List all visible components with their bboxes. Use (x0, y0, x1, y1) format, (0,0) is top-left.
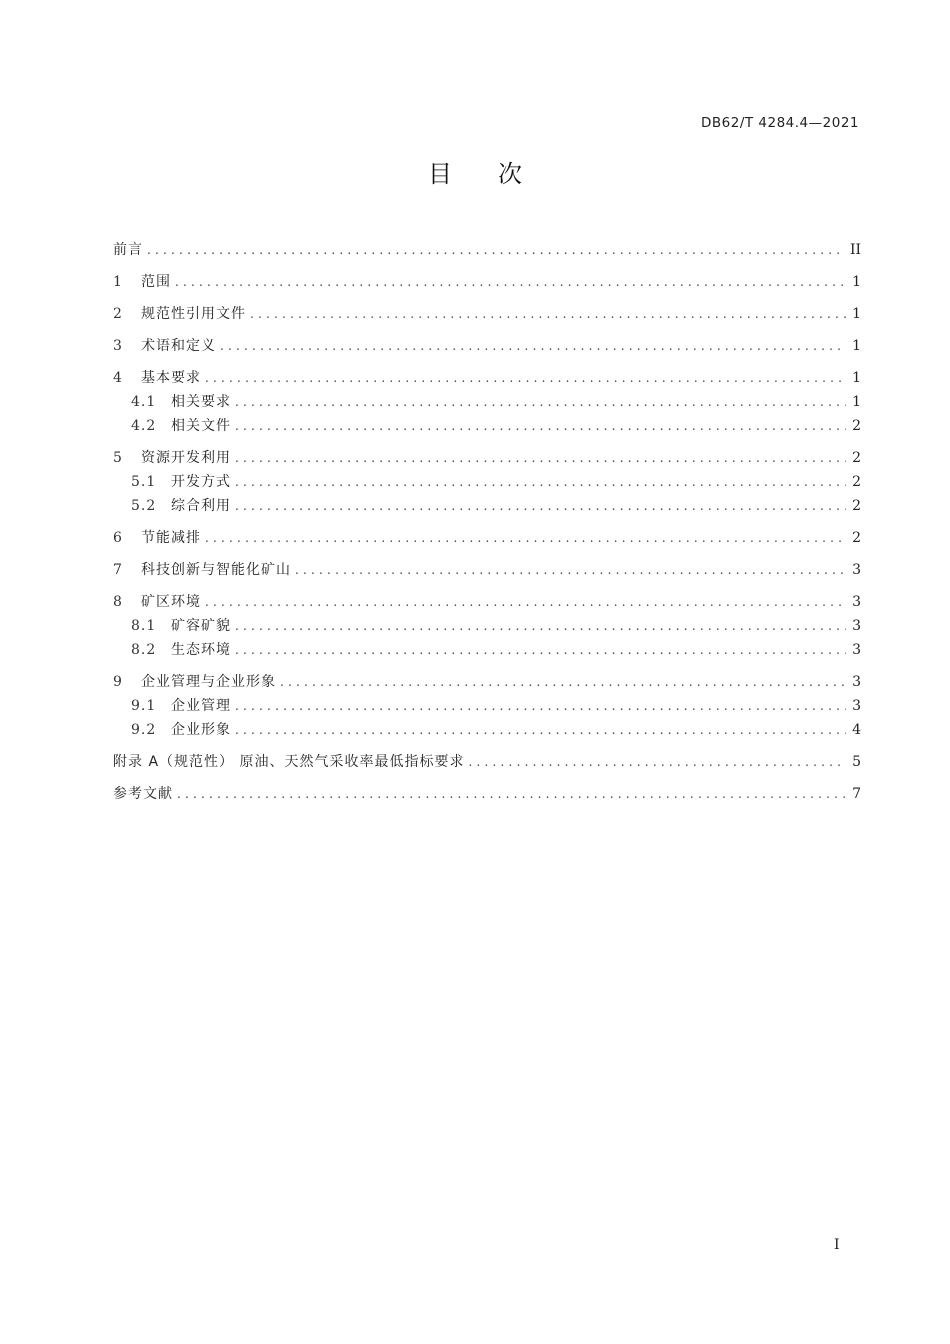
toc-entry-number: 5 (113, 450, 122, 466)
toc-leader-dots (295, 560, 846, 580)
toc-leader-dots (235, 392, 846, 412)
toc-leader-dots (205, 368, 846, 388)
toc-entry-page: 3 (852, 562, 861, 578)
toc-leader-dots (177, 784, 846, 804)
toc-entry-page: 1 (852, 370, 861, 386)
toc-entry-label: 前言 (113, 242, 143, 258)
toc-entry-number: 5.2 (131, 498, 157, 514)
toc-entry[interactable] (113, 528, 861, 548)
toc-entry-label: 术语和定义 (141, 338, 216, 354)
toc-entry-number: 9 (113, 674, 122, 690)
toc-entry-page: 4 (852, 722, 861, 738)
toc-entry-page: II (849, 242, 861, 258)
toc-entry-page: 3 (852, 698, 861, 714)
toc-entry-page: 2 (852, 418, 861, 434)
toc-entry[interactable] (113, 272, 861, 292)
toc-entry-label: 企业形象 (171, 722, 231, 738)
toc-entry-number: 7 (113, 562, 122, 578)
toc-entry[interactable] (113, 616, 861, 636)
toc-entry-page: 1 (852, 274, 861, 290)
toc-leader-dots (205, 528, 846, 548)
toc-entry-number: 4.2 (131, 418, 157, 434)
toc-leader-dots (175, 272, 846, 292)
toc-entry[interactable] (113, 368, 861, 388)
toc-entry-page: 2 (852, 450, 861, 466)
toc-leader-dots (235, 616, 846, 636)
toc-entry-label: 科技创新与智能化矿山 (141, 562, 291, 578)
toc-entry[interactable] (113, 448, 861, 468)
toc-entry-number: 4 (113, 370, 122, 386)
toc-entry[interactable] (113, 752, 861, 772)
toc-entry[interactable] (113, 560, 861, 580)
toc-entry-number: 1 (113, 274, 122, 290)
toc-leader-dots (250, 304, 846, 324)
toc-entry-label: 相关文件 (171, 418, 231, 434)
toc-entry-label: 规范性引用文件 (141, 306, 246, 322)
toc-entry[interactable] (113, 696, 861, 716)
toc-entry-number: 9.1 (131, 698, 157, 714)
toc-entry-label: 企业管理 (171, 698, 231, 714)
toc-entry-page: 2 (852, 498, 861, 514)
page-number: I (834, 1237, 840, 1253)
toc-entry[interactable] (113, 496, 861, 516)
toc-entry-number: 2 (113, 306, 122, 322)
toc-entry[interactable] (113, 784, 861, 804)
standard-code: DB62/T 4284.4—2021 (700, 115, 859, 131)
toc-entry-label: 综合利用 (171, 498, 231, 514)
toc-leader-dots (280, 672, 846, 692)
toc-entry[interactable] (113, 240, 861, 260)
toc-entry[interactable] (113, 304, 861, 324)
toc-entry[interactable] (113, 672, 861, 692)
toc-entry-page: 7 (852, 786, 861, 802)
toc-entry-number: 9.2 (131, 722, 157, 738)
toc-entry[interactable] (113, 592, 861, 612)
toc-entry-label: 节能减排 (141, 530, 201, 546)
toc-entry-label: 矿区环境 (141, 594, 201, 610)
toc-entry-number: 8 (113, 594, 122, 610)
toc-entry-page: 1 (852, 338, 861, 354)
toc-leader-dots (235, 448, 846, 468)
toc-entry-number: 4.1 (131, 394, 157, 410)
toc-entry-label: 范围 (141, 274, 171, 290)
toc-entry-page: 1 (852, 306, 861, 322)
toc-leader-dots (235, 696, 846, 716)
toc-leader-dots (220, 336, 846, 356)
toc-entry-label: 开发方式 (171, 474, 231, 490)
table-of-contents (113, 240, 861, 804)
toc-entry-page: 2 (852, 530, 861, 546)
toc-entry-page: 3 (852, 674, 861, 690)
toc-entry-label: 企业管理与企业形象 (141, 674, 276, 690)
toc-entry[interactable] (113, 416, 861, 436)
toc-leader-dots (235, 496, 846, 516)
toc-entry-number: 8.1 (131, 618, 157, 634)
toc-entry-label: 生态环境 (171, 642, 231, 658)
toc-entry-page: 3 (852, 642, 861, 658)
toc-entry-number: 8.2 (131, 642, 157, 658)
toc-entry-page: 1 (852, 394, 861, 410)
toc-entry[interactable] (113, 336, 861, 356)
toc-leader-dots (468, 752, 846, 772)
toc-entry-page: 3 (852, 618, 861, 634)
toc-entry-page: 3 (852, 594, 861, 610)
toc-leader-dots (147, 240, 844, 260)
toc-entry-label: 基本要求 (141, 370, 201, 386)
toc-entry[interactable] (113, 720, 861, 740)
toc-entry[interactable] (113, 640, 861, 660)
toc-leader-dots (235, 640, 846, 660)
toc-entry-number: 6 (113, 530, 122, 546)
page-title: 目次 (428, 160, 568, 188)
toc-entry-label: 附录 A（规范性） 原油、天然气采收率最低指标要求 (113, 754, 465, 770)
toc-entry[interactable] (113, 472, 861, 492)
toc-entry-label: 参考文献 (113, 786, 173, 802)
toc-leader-dots (235, 472, 846, 492)
toc-entry-number: 3 (113, 338, 122, 354)
toc-entry-label: 资源开发利用 (141, 450, 231, 466)
toc-entry-page: 5 (852, 754, 861, 770)
toc-entry-label: 相关要求 (171, 394, 231, 410)
toc-entry-page: 2 (852, 474, 861, 490)
toc-leader-dots (205, 592, 846, 612)
toc-leader-dots (235, 720, 846, 740)
toc-leader-dots (235, 416, 846, 436)
toc-entry-number: 5.1 (131, 474, 157, 490)
toc-entry[interactable] (113, 392, 861, 412)
toc-entry-label: 矿容矿貌 (171, 618, 231, 634)
